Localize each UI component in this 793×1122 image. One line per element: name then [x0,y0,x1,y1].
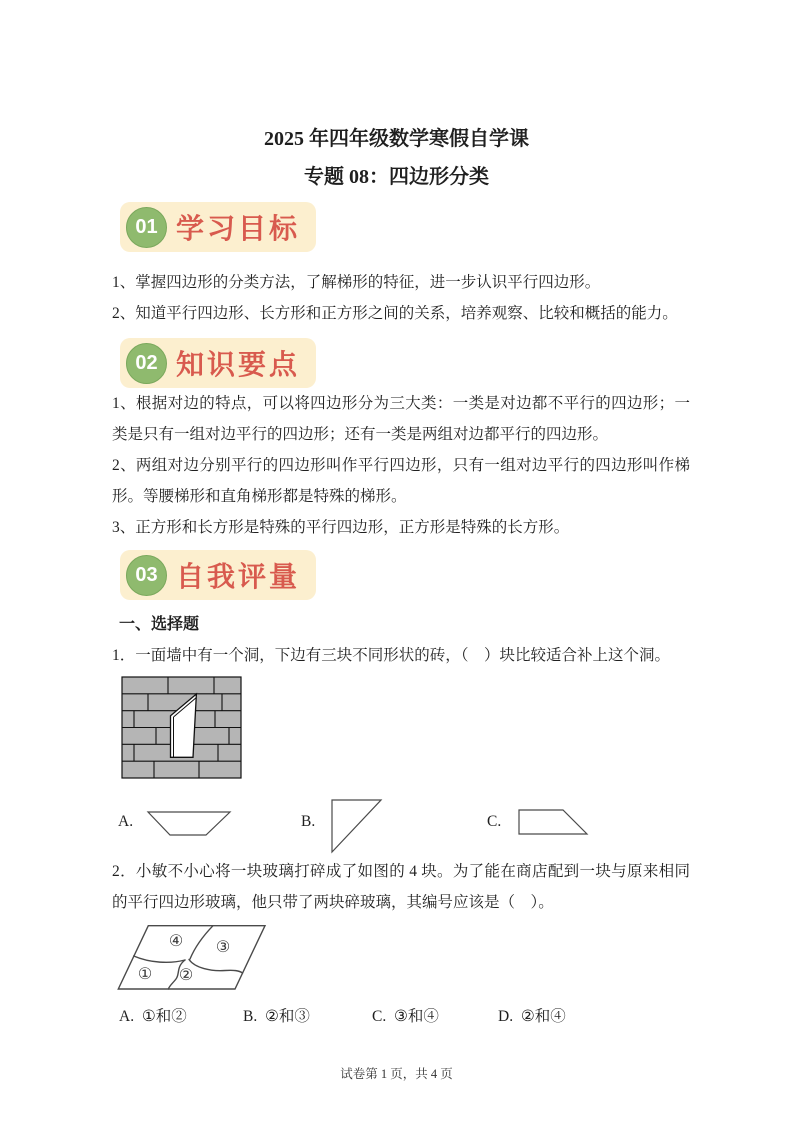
section-number-circle: 01 [126,207,167,248]
knowledge-line: 1、根据对边的特点，可以将四边形分为三大类：一类是对边都不平行的四边形；一类是只有一组对边平行的四边形；还有一类是两组对边都平行的四边形。 [112,395,690,443]
option-c-label: C. [487,813,502,830]
learning-goals-text [112,267,690,329]
option-a: A. ①和② [119,1008,187,1025]
glass-piece-4-label: ④ [168,933,184,950]
option-d: D. ②和④ [498,1008,566,1025]
knowledge-line: 3、正方形和长方形是特殊的平行四边形，正方形是特殊的长方形。 [112,519,570,536]
option-c-trapezoid-shape [517,808,591,838]
question-1-options [112,796,712,858]
section-badge-learning-goals [120,202,316,252]
option-a-trapezoid-shape [146,810,234,840]
page-title: 2025 年四年级数学寒假自学课 [264,128,529,150]
glass-piece-3-label: ③ [215,939,231,956]
broken-glass-figure [115,919,271,994]
page-subtitle: 专题 08：四边形分类 [304,166,489,188]
section-badge-knowledge-points [120,338,316,388]
option-b-label: B. [301,813,316,830]
knowledge-line: 2、两组对边分别平行的四边形叫作平行四边形，只有一组对边平行的四边形叫作梯形。等腰梯形和直角梯形都是特殊的梯形。 [112,457,690,505]
objective-line: 2、知道平行四边形、长方形和正方形之间的关系，培养观察、比较和概括的能力。 [112,305,678,322]
question-2-options [112,1004,712,1030]
objective-line: 1、掌握四边形的分类方法，了解梯形的特征，进一步认识平行四边形。 [112,274,601,291]
brick-wall-figure [121,676,244,781]
choice-section-heading: 一、选择题 [119,616,200,633]
option-a-label: A. [118,813,134,830]
section-number-circle: 02 [126,343,167,384]
question-2-text: 2．小敏不小心将一块玻璃打碎成了如图的 4 块。为了能在商店配到一块与原来相同的平行四边形玻璃，他只带了两块碎玻璃，其编号应该是（ ）。 [112,863,690,911]
section-title: 学习目标 [176,213,301,244]
option-c: C. ③和④ [372,1008,439,1025]
knowledge-points-text [112,388,690,543]
section-title: 知识要点 [176,349,301,380]
question-1-text: 1．一面墙中有一个洞，下边有三块不同形状的砖，（ ）块比较适合补上这个洞。 [112,647,671,664]
glass-piece-1-label: ① [137,966,153,983]
section-title: 自我评量 [176,561,301,592]
section-number-circle: 03 [126,555,167,596]
option-b-triangle-shape [330,798,384,854]
section-badge-self-assessment [120,550,316,600]
glass-piece-2-label: ② [178,967,194,984]
page-footer: 试卷第 1 页，共 4 页 [340,1067,453,1081]
option-b: B. ②和③ [243,1008,310,1025]
